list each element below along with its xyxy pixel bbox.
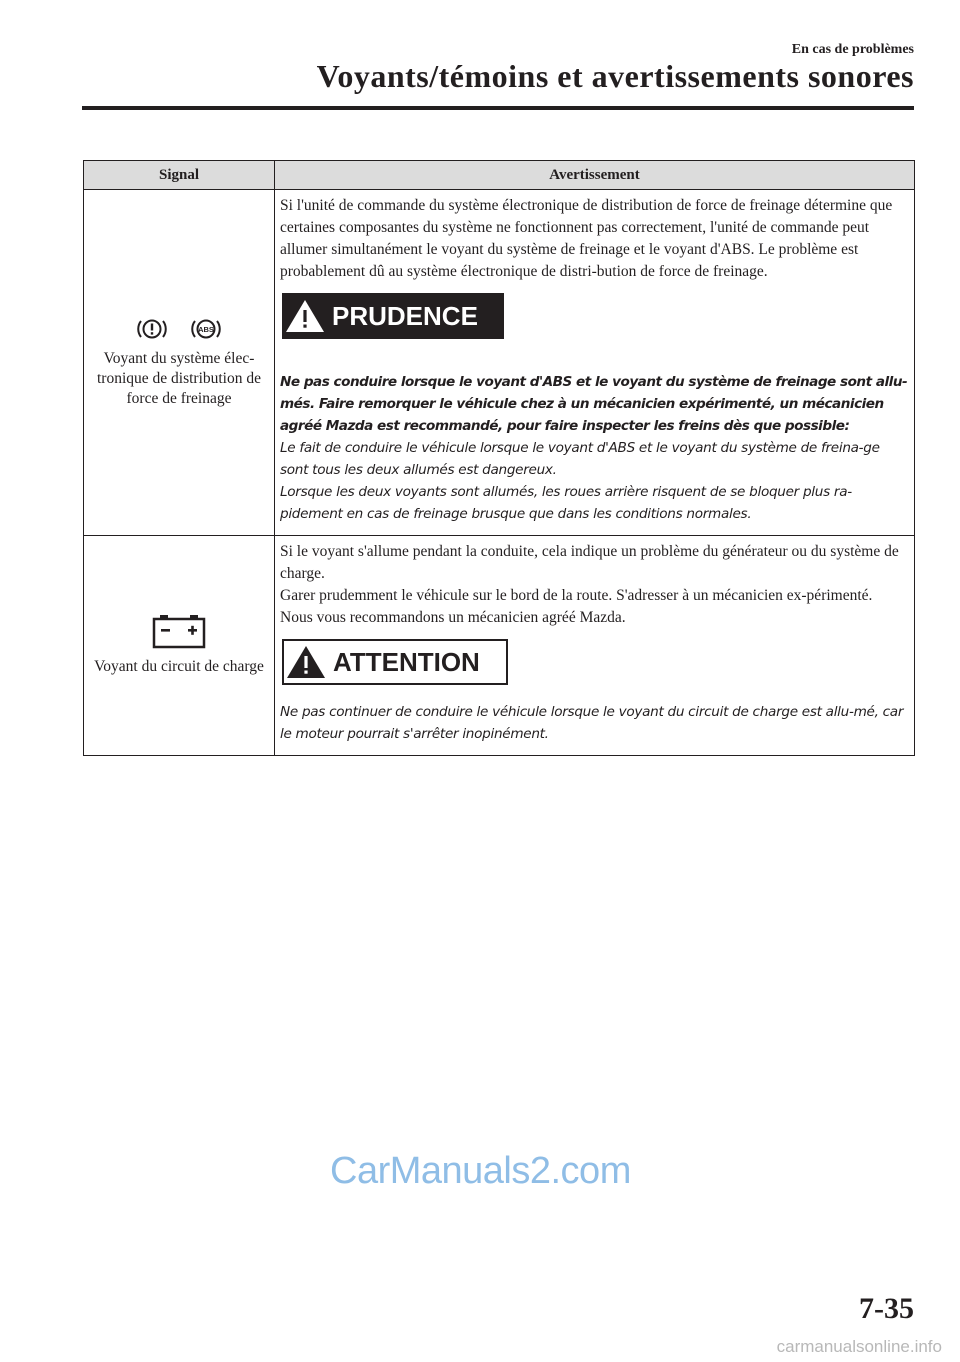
abs-badge-text: ABS bbox=[198, 324, 214, 334]
attention-note: Ne pas continuer de conduire le véhicule lorsque le voyant du circuit de charge est allu-mé, car le moteur pourrait s'arrêter inopinément. bbox=[280, 704, 904, 742]
table-header-row bbox=[84, 161, 915, 190]
column-header-warning: Avertissement bbox=[275, 161, 915, 190]
column-header-signal: Signal bbox=[84, 161, 275, 190]
prudence-note-2: Lorsque les deux voyants sont allumés, les roues arrière risquent de se bloquer plus ra-pidement en cas de freinage brusque que dans les conditions normales. bbox=[280, 484, 852, 522]
prudence-note-1: Le fait de conduire le véhicule lorsque le voyant d'ABS et le voyant du système de freina-ge sont tous les deux allumés est dangereux. bbox=[280, 440, 880, 478]
signal-label: Voyant du circuit de charge bbox=[94, 657, 264, 675]
chapter-title: Voyants/témoins et avertissements sonores bbox=[316, 58, 914, 94]
footer-site-stamp: carmanualsonline.info bbox=[776, 1337, 942, 1356]
brake-warning-icon bbox=[135, 317, 169, 341]
prudence-note-bold: Ne pas conduire lorsque le voyant d'ABS et le voyant du système de freinage sont allu-més. Faire remorquer le véhicule chez à un mécanicien expérimenté, un mécanicien agréé Mazda est recommandé, pour faire inspecter les freins dès que possible: bbox=[280, 374, 908, 434]
header-rule bbox=[82, 106, 914, 110]
signal-cell bbox=[84, 536, 275, 756]
signal-cell bbox=[84, 190, 275, 536]
battery-charge-icon bbox=[152, 615, 206, 649]
page-number: 7-35 bbox=[859, 1292, 914, 1325]
attention-label: ATTENTION bbox=[333, 647, 480, 677]
warning-lights-table bbox=[83, 160, 915, 756]
watermark: CarManuals2.com bbox=[330, 1150, 631, 1192]
section-label: En cas de problèmes bbox=[791, 42, 914, 57]
warning-text-2: Garer prudemment le véhicule sur le bord de la route. S'adresser à un mécanicien ex-périmenté. Nous vous recommandons un mécanicien agréé Mazda. bbox=[280, 587, 873, 626]
warning-cell bbox=[275, 190, 915, 536]
signal-icons bbox=[88, 317, 270, 341]
warning-cell bbox=[275, 536, 915, 756]
signal-label: Voyant du système élec-tronique de distribution de force de freinage bbox=[96, 349, 261, 407]
signal-icons bbox=[88, 615, 270, 649]
abs-warning-icon bbox=[189, 317, 223, 341]
table-row bbox=[84, 190, 915, 536]
prudence-label: PRUDENCE bbox=[332, 301, 478, 331]
table-row bbox=[84, 536, 915, 756]
warning-text: Si le voyant s'allume pendant la conduite, cela indique un problème du générateur ou du système de charge. bbox=[280, 543, 899, 582]
prudence-pictogram bbox=[282, 293, 908, 339]
warning-text: Si l'unité de commande du système électronique de distribution de force de freinage détermine que certaines composantes du système ne fonctionnent pas correctement, l'unité de commande peut allumer simultanément le voyant du système de freinage et le voyant d'ABS. Le problème est probablement dû au système électronique de distri-bution de force de freinage. bbox=[280, 197, 893, 280]
attention-pictogram bbox=[282, 639, 908, 685]
